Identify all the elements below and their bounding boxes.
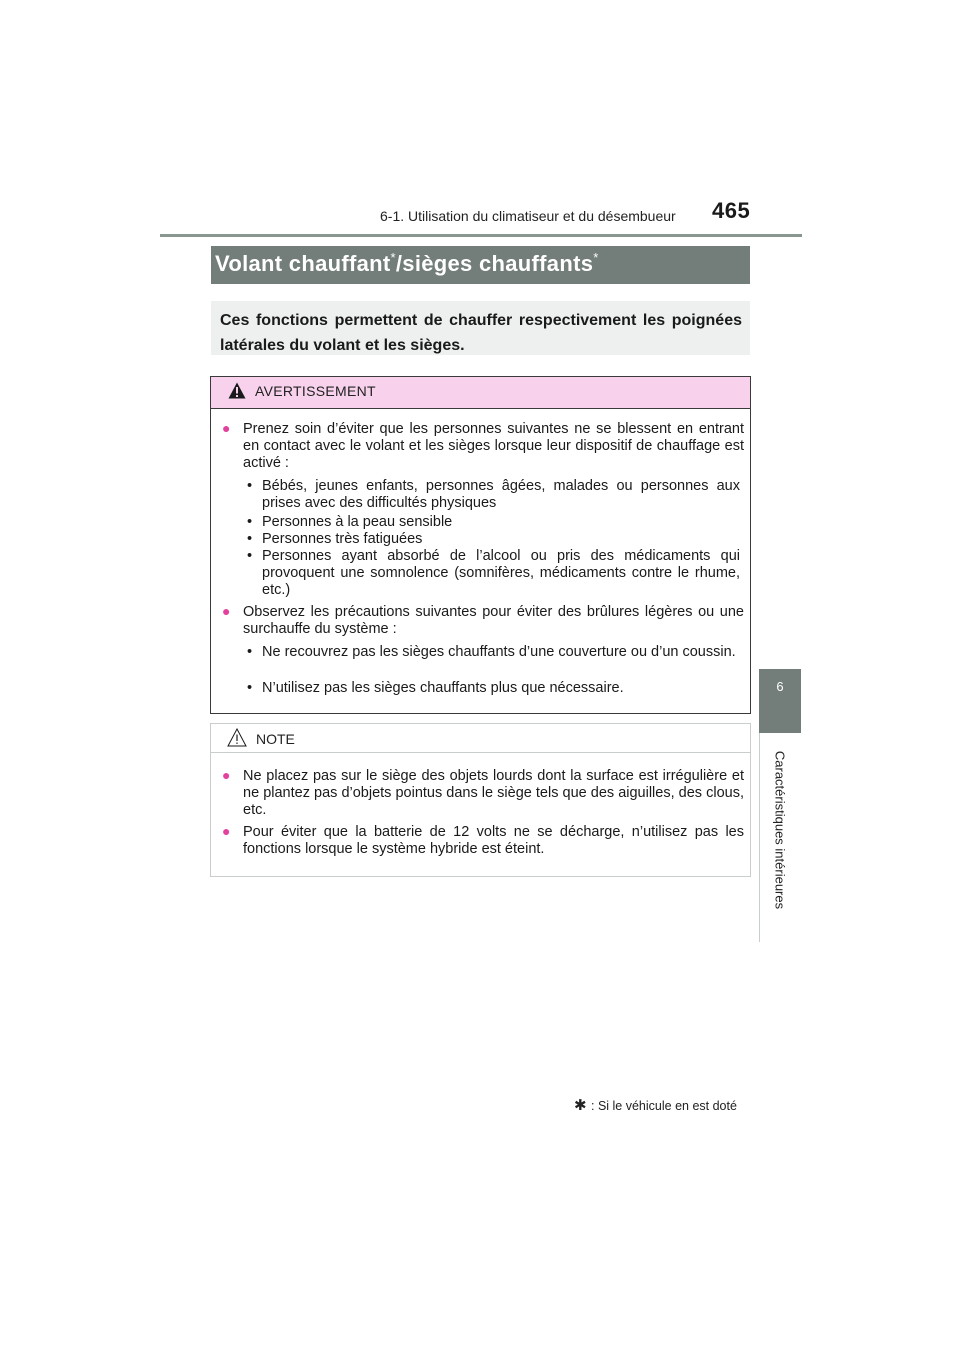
chapter-number: 6 bbox=[776, 679, 784, 694]
warning-subitem: Ne recouvrez pas les sièges chauffants d’une couverture ou d’un coussin. bbox=[262, 644, 736, 660]
page-title bbox=[215, 250, 599, 277]
chapter-label: Caractéristiques intérieures bbox=[772, 750, 788, 910]
warning-subitem: Bébés, jeunes enfants, personnes âgées, malades ou personnes aux prises avec des difficultés physiques bbox=[262, 478, 740, 511]
warning-subitem: Personnes très fatiguées bbox=[262, 531, 423, 547]
sub-bullet-icon: • bbox=[247, 478, 253, 494]
sub-bullet-icon: • bbox=[247, 680, 253, 696]
title-part1: Volant chauffant bbox=[215, 251, 391, 276]
warning-subitem: Personnes à la peau sensible bbox=[262, 514, 453, 530]
note-box bbox=[210, 723, 751, 877]
note-item-1: Ne placez pas sur le siège des objets lourds dont la surface est irrégulière et ne plantez pas d’objets pointus dans le siège tels que des aiguilles, des clous, etc. bbox=[243, 768, 744, 818]
caution-triangle-outline-icon bbox=[227, 728, 247, 747]
page-number: 465 bbox=[712, 198, 751, 223]
warning-item-1: Prenez soin d’éviter que les personnes suivantes ne se blessent en entrant en contact avec le volant et les sièges lorsque leur dispositif de chauffage est activé : bbox=[243, 421, 744, 471]
sub-bullet-icon: • bbox=[247, 531, 253, 547]
warning-box bbox=[210, 376, 751, 714]
warning-header bbox=[211, 377, 750, 409]
bullet-icon: ● bbox=[222, 823, 231, 839]
bullet-icon: ● bbox=[222, 767, 231, 783]
bullet-icon: ● bbox=[222, 420, 231, 436]
note-title: NOTE bbox=[256, 731, 295, 747]
title-asterisk-2: * bbox=[593, 250, 599, 265]
warning-item-2: Observez les précautions suivantes pour éviter des brûlures légères ou une surchauffe du système : bbox=[243, 604, 744, 637]
warning-subitem: Personnes ayant absorbé de l’alcool ou pris des médicaments qui provoquent une somnolence (somnifères, médicaments contre le rhume, etc.) bbox=[262, 548, 740, 598]
note-header bbox=[211, 724, 750, 753]
sub-bullet-icon: • bbox=[247, 548, 253, 564]
warning-triangle-filled-icon bbox=[228, 382, 246, 399]
footnote-asterisk-icon: ✱ bbox=[574, 1097, 587, 1114]
title-asterisk-1: * bbox=[390, 250, 396, 265]
bullet-icon: ● bbox=[222, 603, 231, 619]
header-divider bbox=[160, 234, 802, 237]
note-item-2: Pour éviter que la batterie de 12 volts ne se décharge, n’utilisez pas les fonctions lorsque le système hybride est éteint. bbox=[243, 824, 744, 857]
title-part2: /sièges chauffants bbox=[395, 251, 594, 276]
sub-bullet-icon: • bbox=[247, 644, 253, 660]
intro-text: Ces fonctions permettent de chauffer respectivement les poignées latérales du volant et les sièges. bbox=[220, 312, 742, 354]
warning-subitem: N’utilisez pas les sièges chauffants plus que nécessaire. bbox=[262, 680, 624, 696]
footnote-text: : Si le véhicule en est doté bbox=[591, 1099, 737, 1113]
sub-bullet-icon: • bbox=[247, 514, 253, 530]
warning-title: AVERTISSEMENT bbox=[255, 383, 376, 399]
section-header: 6-1. Utilisation du climatiseur et du désembueur bbox=[380, 208, 676, 224]
